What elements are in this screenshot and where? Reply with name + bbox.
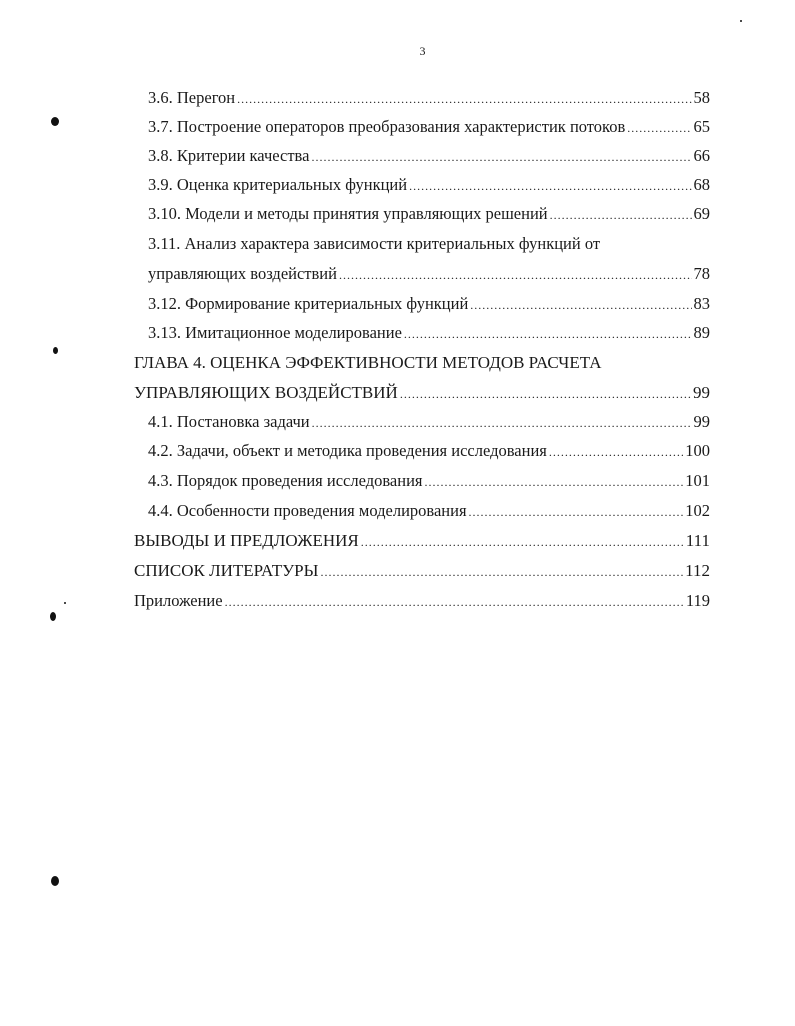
scan-speck (64, 602, 66, 604)
page-number: 3 (419, 44, 426, 58)
toc-entry-page: 112 (685, 561, 710, 580)
toc-entry[interactable] (148, 264, 710, 290)
toc-entry-page: 119 (685, 591, 710, 610)
toc-entry-label: 4.4. Особенности проведения моделирования (148, 501, 467, 520)
toc-entry-label: 3.13. Имитационное моделирование (148, 323, 402, 342)
toc-entry-label: 4.2. Задачи, объект и методика проведения исследования (148, 441, 547, 460)
toc-entry-label: 3.6. Перегон (148, 88, 236, 107)
toc-entry-page: 102 (685, 501, 710, 520)
leader-dots (339, 268, 692, 283)
toc-entry[interactable] (134, 561, 710, 587)
toc-entry-page: 101 (685, 471, 710, 490)
toc-entry[interactable] (134, 531, 710, 557)
toc-entry[interactable] (148, 501, 710, 527)
scan-mark (53, 347, 58, 354)
toc-entry-label: ВЫВОДЫ И ПРЕДЛОЖЕНИЯ (134, 531, 359, 550)
leader-dots (627, 121, 691, 136)
toc-entry-page: 99 (693, 383, 710, 402)
toc-entry[interactable] (148, 471, 710, 497)
toc-entry-page: 69 (693, 204, 710, 223)
toc-entry-label: 3.9. Оценка критериальных функций (148, 175, 408, 194)
toc-entry[interactable] (148, 412, 710, 438)
leader-dots (320, 565, 683, 580)
toc-entry-label: 3.8. Критерии качества (148, 146, 310, 165)
toc-entry[interactable] (148, 117, 710, 143)
toc-entry-label: Приложение (134, 591, 223, 610)
toc-entry-page: 66 (693, 146, 710, 165)
toc-entry[interactable] (148, 204, 710, 230)
toc-entry[interactable] (148, 323, 710, 349)
toc-entry[interactable] (148, 146, 710, 172)
leader-dots (361, 535, 684, 550)
toc-entry-label-line1[interactable]: 3.11. Анализ характера зависимости критериальных функций от (148, 234, 601, 253)
toc-entry-page: 89 (693, 323, 710, 342)
leader-dots (409, 179, 691, 194)
scan-mark (51, 876, 59, 886)
toc-entry-label: УПРАВЛЯЮЩИХ ВОЗДЕЙСТВИЙ (134, 383, 398, 402)
toc-entry-label: 3.10. Модели и методы принятия управляющих решений (148, 204, 548, 223)
leader-dots (425, 475, 684, 490)
toc-entry-page: 100 (685, 441, 710, 460)
leader-dots (311, 150, 691, 165)
toc-entry-label: СПИСОК ЛИТЕРАТУРЫ (134, 561, 319, 580)
leader-dots (469, 505, 684, 520)
chapter-heading-line1[interactable]: ГЛАВА 4. ОЦЕНКА ЭФФЕКТИВНОСТИ МЕТОДОВ РАСЧЕТА (134, 353, 602, 372)
leader-dots (312, 416, 692, 431)
leader-dots (404, 327, 692, 342)
toc-entry[interactable] (148, 175, 710, 201)
toc-entry[interactable] (148, 441, 710, 467)
toc-entry-label: 3.12. Формирование критериальных функций (148, 294, 469, 313)
leader-dots (549, 445, 683, 460)
leader-dots (225, 595, 684, 610)
leader-dots (470, 298, 691, 313)
toc-entry[interactable] (134, 383, 710, 409)
toc-entry-page: 99 (693, 412, 710, 431)
leader-dots (400, 387, 691, 402)
toc-entry-page: 65 (693, 117, 710, 136)
toc-entry-page: 83 (693, 294, 710, 313)
toc-entry[interactable] (148, 88, 710, 114)
toc-entry-label: 3.7. Построение операторов преобразования характеристик потоков (148, 117, 626, 136)
toc-entry-page: 68 (693, 175, 710, 194)
toc-entry-label: управляющих воздействий (148, 264, 337, 283)
toc-entry-label: 4.3. Порядок проведения исследования (148, 471, 423, 490)
toc-entry-label: 4.1. Постановка задачи (148, 412, 310, 431)
scan-mark (50, 612, 56, 621)
toc-entry-page: 78 (693, 264, 710, 283)
toc-entry[interactable] (148, 294, 710, 320)
leader-dots (550, 208, 692, 223)
scan-mark (51, 117, 59, 126)
toc-entry-page: 58 (693, 88, 710, 107)
scan-speck (740, 20, 742, 22)
toc-entry[interactable] (134, 591, 710, 617)
leader-dots (237, 92, 691, 107)
toc-entry-page: 111 (685, 531, 710, 550)
